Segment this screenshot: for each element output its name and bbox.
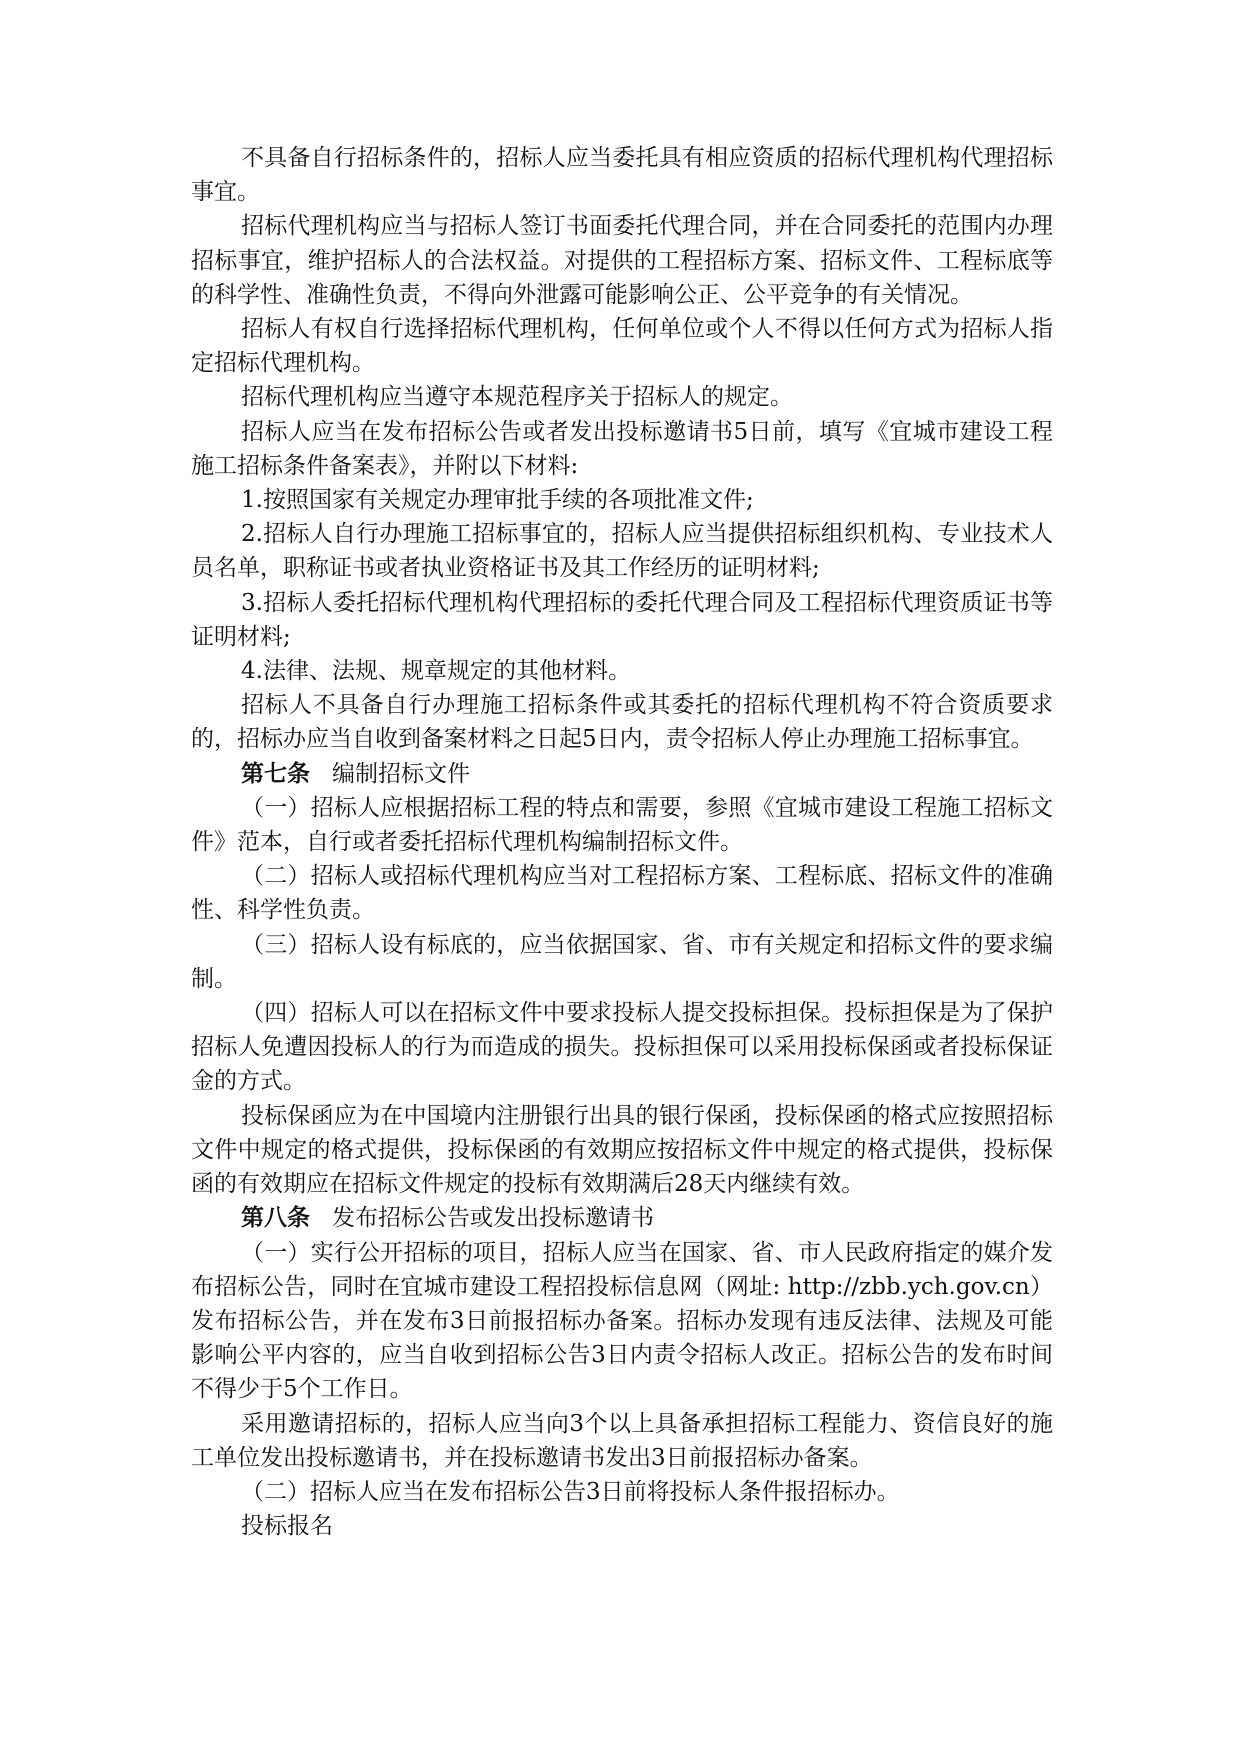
paragraph: （二）招标人或招标代理机构应当对工程招标方案、工程标底、招标文件的准确性、科学性负责。: [191, 863, 1053, 924]
article-title: 编制招标文件: [331, 760, 470, 787]
paragraph: （三）招标人设有标底的，应当依据国家、省、市有关规定和招标文件的要求编制。: [191, 931, 1053, 992]
article-label: 第七条: [241, 759, 310, 787]
article-heading: [191, 1201, 1053, 1235]
paragraph: 招标代理机构应当遵守本规范程序关于招标人的规定。: [241, 384, 793, 411]
paragraph: 招标人有权自行选择招标代理机构，任何单位或个人不得以任何方式为招标人指定招标代理机构。: [191, 316, 1053, 377]
paragraph: （一）招标人应根据招标工程的特点和需要，参照《宜城市建设工程施工招标文件》范本，自行或者委托招标代理机构编制招标文件。: [191, 794, 1053, 856]
paragraph: 招标代理机构应当与招标人签订书面委托代理合同，并在合同委托的范围内办理招标事宜，维护招标人的合法权益。对提供的工程招标方案、招标文件、工程标底等的科学性、准确性负责，不得向外泄露可能影响公正、公平竞争的有关情况。: [191, 213, 1053, 308]
paragraph: 招标人不具备自行办理施工招标条件或其委托的招标代理机构不符合资质要求的，招标办应当自收到备案材料之日起5日内，责令招标人停止办理施工招标事宜。: [191, 692, 1053, 753]
paragraph: （一）实行公开招标的项目，招标人应当在国家、省、市人民政府指定的媒介发布招标公告，同时在宜城市建设工程招投标信息网（网址: http://zbb.ych.gov.cn）发布招标公告，并在发布3日前报招标办备案。招标办发现有违反法律、法规及可能影响公平内容的，应当自收到招标公告3日内责令招标人改正。招标公告的发布时间不得少于5个工作日。: [191, 1239, 1053, 1403]
paragraph: 招标人应当在发布招标公告或者发出投标邀请书5日前，填写《宜城市建设工程施工招标条件备案表》，并附以下材料:: [191, 418, 1053, 479]
list-item: 2.招标人自行办理施工招标事宜的，招标人应当提供招标组织机构、专业技术人员名单，职称证书或者执业资格证书及其工作经历的证明材料;: [191, 521, 1053, 582]
paragraph: 采用邀请招标的，招标人应当向3个以上具备承担招标工程能力、资信良好的施工单位发出投标邀请书，并在投标邀请书发出3日前报招标办备案。: [191, 1410, 1053, 1471]
list-item: 1.按照国家有关规定办理审批手续的各项批准文件;: [241, 487, 754, 514]
article-title: 发布招标公告或发出投标邀请书: [331, 1205, 654, 1232]
paragraph: 投标报名: [241, 1513, 333, 1540]
list-item: 4.法律、法规、规章规定的其他材料。: [241, 658, 631, 685]
article-label: 第八条: [241, 1204, 310, 1232]
document-page: [191, 141, 1053, 1543]
paragraph: （四）招标人可以在招标文件中要求投标人提交投标担保。投标担保是为了保护招标人免遭因投标人的行为而造成的损失。投标担保可以采用投标保函或者投标保证金的方式。: [191, 1000, 1053, 1095]
article-heading: [191, 757, 1053, 791]
paragraph: 不具备自行招标条件的，招标人应当委托具有相应资质的招标代理机构代理招标事宜。: [191, 145, 1053, 206]
paragraph: （二）招标人应当在发布招标公告3日前将投标人条件报招标办。: [241, 1478, 900, 1505]
paragraph: 投标保函应为在中国境内注册银行出具的银行保函，投标保函的格式应按照招标文件中规定的格式提供，投标保函的有效期应按招标文件中规定的格式提供，投标保函的有效期应在招标文件规定的投标有效期满后28天内继续有效。: [191, 1102, 1053, 1198]
list-item: 3.招标人委托招标代理机构代理招标的委托代理合同及工程招标代理资质证书等证明材料;: [191, 589, 1053, 650]
